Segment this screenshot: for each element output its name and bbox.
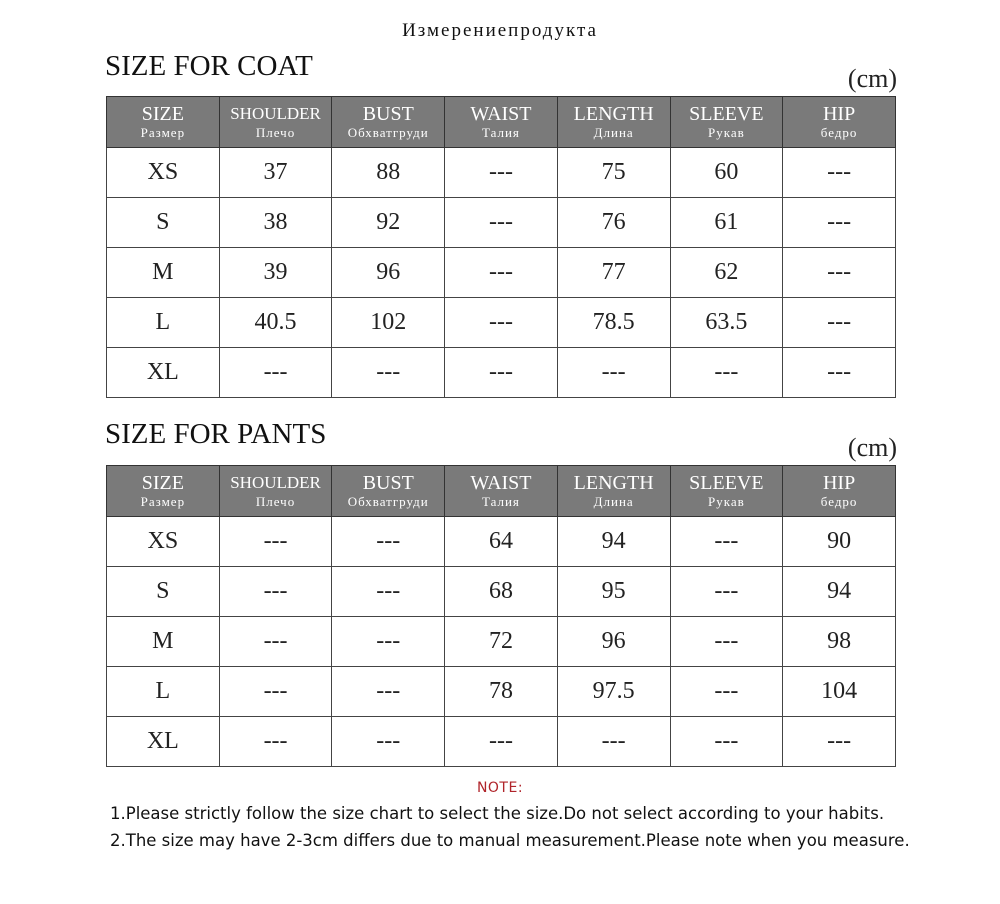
table-row	[107, 298, 896, 348]
notes-section	[0, 780, 1000, 850]
table-cell: ---	[332, 667, 445, 717]
table-cell: 104	[783, 667, 896, 717]
table-cell: XL	[107, 717, 220, 767]
table-cell: 75	[557, 148, 670, 198]
table-cell: ---	[445, 198, 558, 248]
table-cell: 37	[219, 148, 332, 198]
table-cell: 39	[219, 248, 332, 298]
table-cell: 63.5	[670, 298, 783, 348]
table-cell: ---	[219, 667, 332, 717]
table-row	[107, 567, 896, 617]
table-cell: ---	[783, 298, 896, 348]
table-cell: ---	[783, 717, 896, 767]
pants-section-title: SIZE FOR PANTS	[105, 418, 327, 450]
header-hip: HIP бедро	[783, 97, 896, 148]
table-cell: S	[107, 567, 220, 617]
table-cell: 77	[557, 248, 670, 298]
table-cell: 78	[445, 667, 558, 717]
table-cell: ---	[783, 348, 896, 398]
table-row	[107, 198, 896, 248]
header-shoulder: SHOULDER Плечо	[219, 97, 332, 148]
note-line-1: 1.Please strictly follow the size chart to select the size.Do not select according to your habits.	[110, 804, 885, 823]
table-cell: 97.5	[557, 667, 670, 717]
table-cell: ---	[557, 717, 670, 767]
table-row	[107, 148, 896, 198]
page-title: Измерениепродукта	[402, 20, 598, 41]
table-cell: M	[107, 248, 220, 298]
table-cell: XL	[107, 348, 220, 398]
table-cell: 62	[670, 248, 783, 298]
table-cell: 76	[557, 198, 670, 248]
header-size: SIZE Размер	[107, 97, 220, 148]
table-cell: 98	[783, 617, 896, 667]
table-cell: XS	[107, 148, 220, 198]
table-cell: ---	[445, 248, 558, 298]
coat-section-title: SIZE FOR COAT	[105, 50, 313, 82]
pants-size-table	[106, 465, 896, 767]
coat-size-table	[106, 96, 896, 398]
table-cell: 102	[332, 298, 445, 348]
table-cell: ---	[670, 348, 783, 398]
table-cell: 68	[445, 567, 558, 617]
table-cell: ---	[670, 517, 783, 567]
table-cell: 40.5	[219, 298, 332, 348]
header-sleeve: SLEEVE Рукав	[670, 97, 783, 148]
table-cell: ---	[670, 567, 783, 617]
table-cell: ---	[219, 717, 332, 767]
header-shoulder: SHOULDER Плечо	[219, 466, 332, 517]
header-length: LENGTH Длина	[557, 466, 670, 517]
header-size: SIZE Размер	[107, 466, 220, 517]
table-row	[107, 617, 896, 667]
header-bust: BUST Обхватгруди	[332, 466, 445, 517]
table-cell: 61	[670, 198, 783, 248]
table-row	[107, 517, 896, 567]
header-length: LENGTH Длина	[557, 97, 670, 148]
table-cell: XS	[107, 517, 220, 567]
header-hip: HIP бедро	[783, 466, 896, 517]
note-line-2: 2.The size may have 2-3cm differs due to manual measurement.Please note when you measure.	[110, 831, 910, 850]
table-cell: ---	[670, 667, 783, 717]
table-cell: 64	[445, 517, 558, 567]
table-row	[107, 717, 896, 767]
table-cell: ---	[445, 717, 558, 767]
table-row	[107, 667, 896, 717]
table-cell: ---	[670, 717, 783, 767]
table-cell: S	[107, 198, 220, 248]
table-cell: ---	[783, 148, 896, 198]
table-row	[107, 348, 896, 398]
table-cell: ---	[783, 198, 896, 248]
table-cell: ---	[332, 567, 445, 617]
table-cell: ---	[219, 567, 332, 617]
header-sleeve: SLEEVE Рукав	[670, 466, 783, 517]
table-cell: ---	[332, 717, 445, 767]
table-cell: M	[107, 617, 220, 667]
table-cell: 92	[332, 198, 445, 248]
table-cell: ---	[219, 348, 332, 398]
pants-header-row	[107, 466, 896, 517]
table-cell: ---	[332, 517, 445, 567]
table-cell: 60	[670, 148, 783, 198]
table-cell: 94	[783, 567, 896, 617]
header-waist: WAIST Талия	[445, 466, 558, 517]
note-label: NOTE:	[476, 780, 524, 796]
table-cell: ---	[332, 348, 445, 398]
header-bust: BUST Обхватгруди	[332, 97, 445, 148]
table-row	[107, 248, 896, 298]
table-cell: L	[107, 667, 220, 717]
table-cell: 38	[219, 198, 332, 248]
table-cell: 88	[332, 148, 445, 198]
pants-unit-label: (cm)	[847, 433, 897, 462]
table-cell: 90	[783, 517, 896, 567]
table-cell: 95	[557, 567, 670, 617]
table-cell: L	[107, 298, 220, 348]
table-cell: 94	[557, 517, 670, 567]
table-cell: 72	[445, 617, 558, 667]
table-cell: ---	[445, 348, 558, 398]
table-cell: ---	[557, 348, 670, 398]
table-cell: 96	[332, 248, 445, 298]
table-cell: ---	[783, 248, 896, 298]
coat-header-row	[107, 97, 896, 148]
coat-unit-label: (cm)	[847, 64, 897, 93]
table-cell: ---	[219, 617, 332, 667]
header-waist: WAIST Талия	[445, 97, 558, 148]
table-cell: ---	[670, 617, 783, 667]
table-cell: ---	[445, 298, 558, 348]
table-cell: 78.5	[557, 298, 670, 348]
table-cell: ---	[332, 617, 445, 667]
table-cell: 96	[557, 617, 670, 667]
table-cell: ---	[219, 517, 332, 567]
table-cell: ---	[445, 148, 558, 198]
